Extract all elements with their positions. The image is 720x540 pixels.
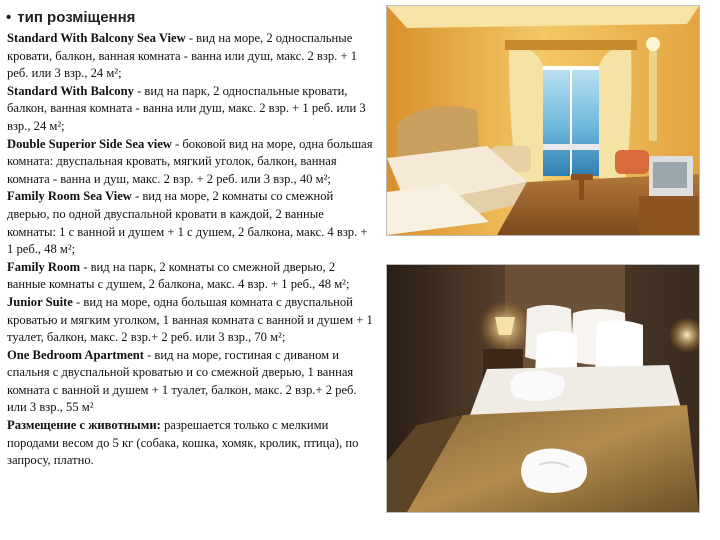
pets-policy-description: разрешается только с мелкими породами весом до 5 кг (собака, кошка, хомяк, кролик, птица), по запросу, платно. (7, 418, 359, 468)
sea-view-room-photo (386, 5, 700, 236)
room-type-name: One Bedroom Apartment (7, 347, 144, 362)
pets-policy-label: Размещение с животными: (7, 418, 161, 433)
room-type-description: - вид на парк, 2 односпальные кровати, балкон, ванная комната - ванна или душ, макс. 2 взр. + 1 реб. или 3 взр., 24 м²; (7, 83, 366, 133)
room-type-description: - боковой вид на море, одна большая комната: двуспальная кровать, мягкий уголок, балкон, ванная комната - ванна и душ, макс. 2 взр. + 2 реб. или 3 взр., 40 м²; (7, 136, 373, 186)
room-entry (7, 136, 375, 189)
title-text: тип розміщення (17, 9, 136, 26)
room-type-name: Standard With Balcony (7, 83, 134, 98)
pets-policy (7, 417, 375, 470)
room-type-name: Family Room Sea View (7, 189, 132, 204)
room-type-name: Standard With Balcony Sea View (7, 31, 186, 45)
page-title (6, 9, 135, 26)
room-entry (7, 83, 375, 136)
room-type-description: - вид на парк, 2 комнаты со смежной дверью, 2 ванные комнаты с душем, 2 балкона, макс. 4 взр. + 1 реб., 48 м²; (7, 259, 350, 292)
room-entry (7, 259, 375, 294)
room-entry (7, 347, 375, 417)
room-entry (7, 30, 375, 83)
room-type-name: Double Superior Side Sea view (7, 136, 172, 151)
room-entry (7, 294, 375, 347)
room-type-name: Junior Suite (7, 294, 73, 309)
room-type-name: Family Room (7, 259, 81, 274)
room-type-description: - вид на море, гостиная с диваном и спальня с двуспальной кроватью и со смежной дверью, 1 ванная комната с ванной и душем + 1 туалет, балкон, макс. 2 взр.+ 2 реб. или 3 взр., 55 м² (7, 347, 357, 415)
title-bullet: • (6, 9, 12, 26)
double-bed-room-photo (386, 264, 700, 513)
room-type-description: - вид на море, 2 комнаты со смежной дверью, по одной двуспальной кровати в каждой, 2 ванные комнаты: 1 с ванной и душем + 1 с душем, 2 балкона, макс. 4 взр. + 1 реб., 48 м²; (7, 189, 368, 257)
room-type-description: - вид на море, одна большая комната с двуспальной кроватью и мягким уголком, 1 ванная комната с ванной и душем + 1 туалет, балкон, макс. 2 взр.+ 2 реб. или 3 взр., 70 м²; (7, 294, 373, 345)
room-entry (7, 188, 375, 258)
room-types-list (7, 30, 375, 470)
room-type-description: - вид на море, 2 односпальные кровати, балкон, ванная комната - ванна или душ, макс. 2 взр. + 1 реб. или 3 взр., 24 м²; (7, 31, 357, 81)
